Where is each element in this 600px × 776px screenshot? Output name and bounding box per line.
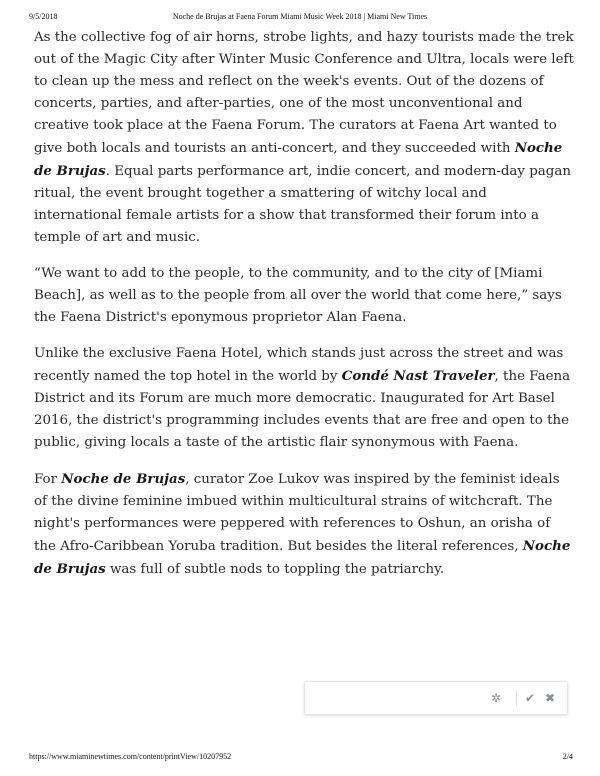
feedback-toolbar	[304, 681, 568, 715]
magic-wand-icon[interactable]: ✲	[490, 691, 502, 705]
print-date: 9/5/2018	[29, 12, 58, 21]
paragraph-3	[34, 343, 574, 454]
article-body	[34, 27, 574, 595]
paragraph-4-text-middle: , curator Zoe Lukov was inspired by the feminist ideals of the divine feminine imbued within multicultural strains of witchcraft. The night's performances were peppered with references to Oshun, an orisha of the Afro-Caribbean Yoruba tradition. But besides the literal references,	[34, 472, 560, 554]
paragraph-1-text-start: As the collective fog of air horns, strobe lights, and hazy tourists made the trek out of the Magic City after Winter Music Conference and Ultra, locals were left to clean up the mess and reflect on the week's events. Out of the dozens of concerts, parties, and after-parties, one of the most unconventional and creative took place at the Faena Forum. The curators at Faena Art wanted to give both locals and tourists an anti-concert, and they succeeded with	[34, 30, 574, 156]
page-url: https://www.miaminewtimes.com/content/printView/10207952	[29, 752, 232, 761]
page-number: 2/4	[562, 752, 573, 761]
event-name-emphasis: Noche de Brujas	[34, 140, 563, 179]
publication-name-emphasis: Condé Nast Traveler	[341, 368, 495, 384]
checkmark-icon[interactable]: ✔	[524, 691, 536, 705]
event-name-emphasis: Noche de Brujas	[61, 471, 186, 487]
toolbar-divider	[516, 690, 517, 706]
paragraph-4-text-end: was full of subtle nods to toppling the patriarchy.	[105, 562, 445, 577]
document-title: Noche de Brujas at Faena Forum Miami Music Week 2018 | Miami New Times	[172, 12, 428, 21]
paragraph-4-text-start: For	[34, 472, 62, 487]
close-icon[interactable]: ✖	[544, 691, 556, 705]
paragraph-1	[34, 27, 574, 249]
paragraph-1-text-end: . Equal parts performance art, indie concert, and modern-day pagan ritual, the event brought together a smattering of witchy local and international female artists for a show that transformed their forum into a temple of art and music.	[34, 164, 571, 245]
paragraph-4	[34, 468, 574, 581]
paragraph-2: “We want to add to the people, to the community, and to the city of [Miami Beach], as well as to the people from all over the world that come here,” says the Faena District's eponymous proprietor Alan Faena.	[34, 266, 562, 325]
paragraph-3-text-start: Unlike the exclusive Faena Hotel, which stands just across the street and was recently named the top hotel in the world by	[34, 346, 564, 384]
paragraph-3-text-end: , the Faena District and its Forum are much more democratic. Inaugurated for Art Basel 2016, the district's programming includes events that are free and open to the public, giving locals a taste of the artistic flair synonymous with Faena.	[34, 369, 571, 450]
event-name-emphasis: Noche de Brujas	[34, 538, 571, 577]
